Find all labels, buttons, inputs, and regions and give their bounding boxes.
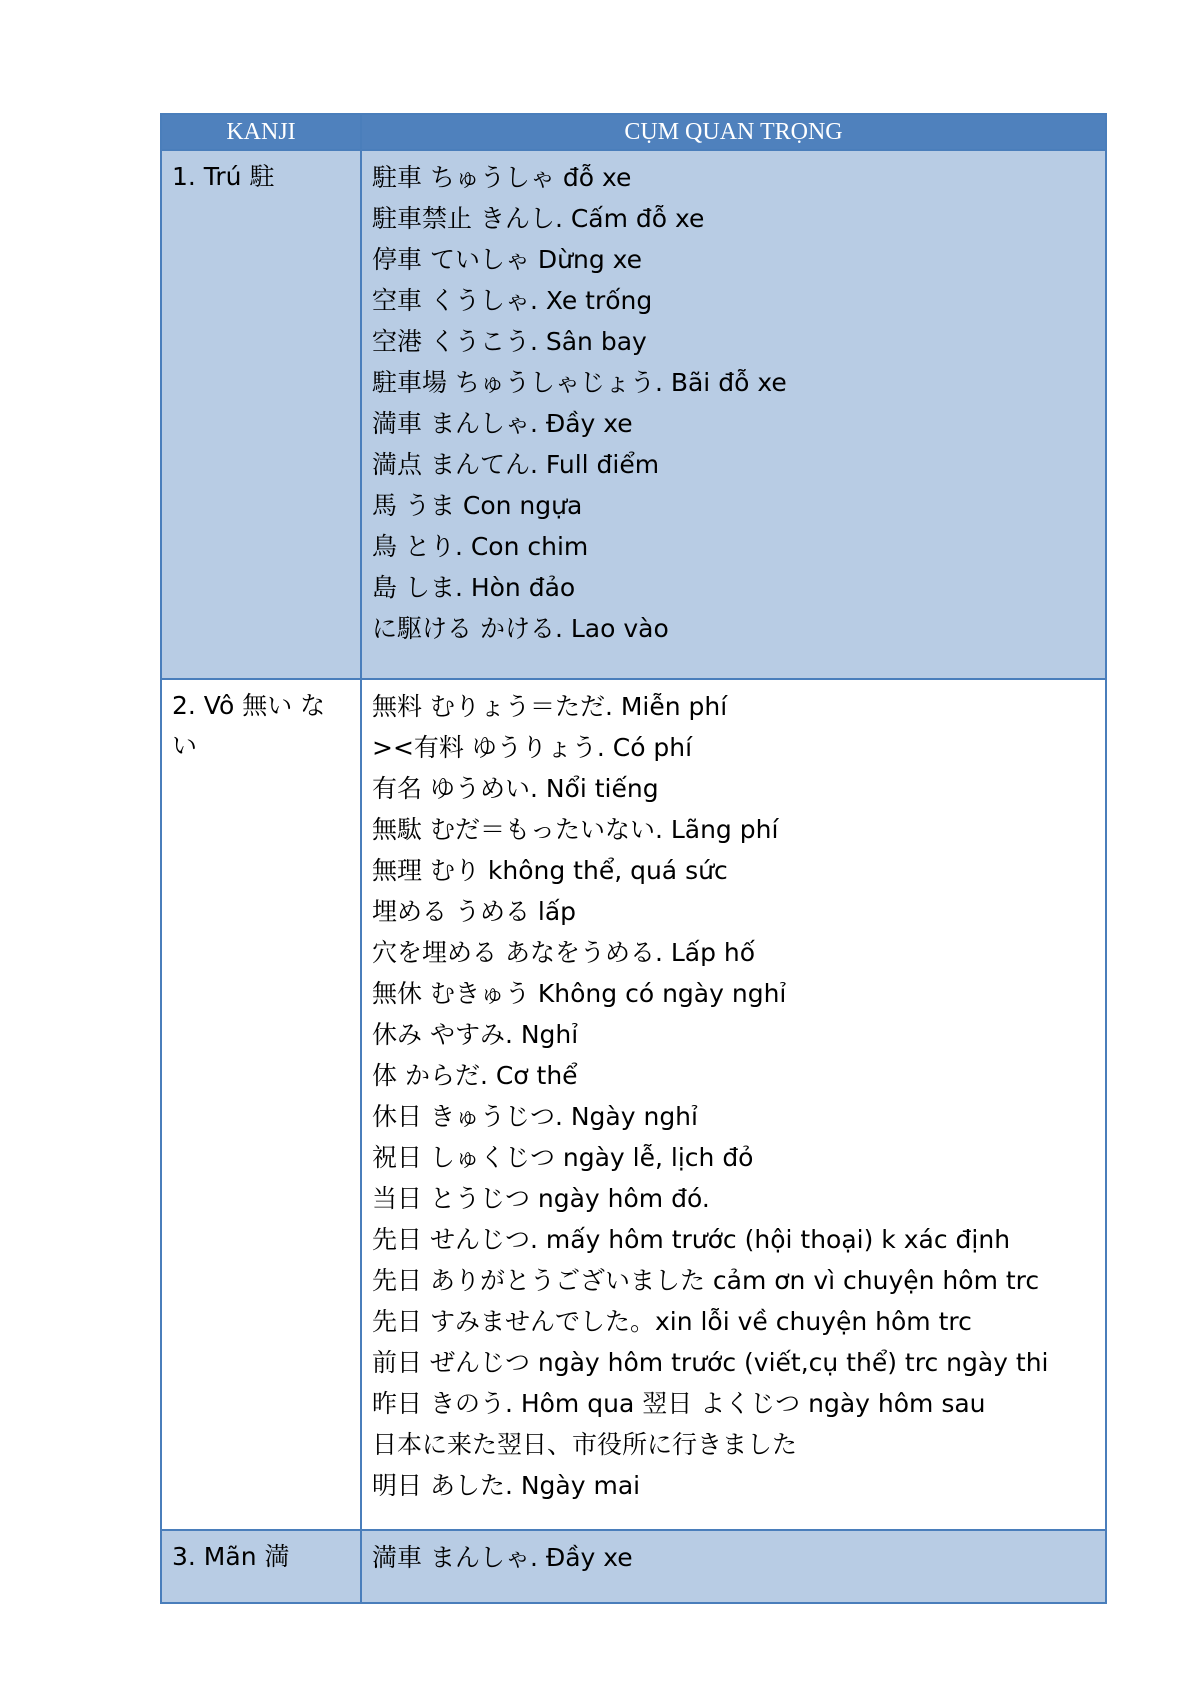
phrase-line: 前日 ぜんじつ ngày hôm trước (viết,cụ thể) trc ngày thi: [372, 1348, 1049, 1377]
phrase-line: 当日 とうじつ ngày hôm đó.: [372, 1184, 710, 1213]
kanji-column-header: KANJI: [161, 114, 361, 150]
phrase-line: 先日 すみませんでした。xin lỗi về chuyện hôm trc: [372, 1307, 972, 1336]
phrase-line: 先日 せんじつ. mấy hôm trước (hội thoại) k xác định: [372, 1225, 1011, 1254]
table-row: [161, 150, 1106, 679]
phrase-line: 満点 まんてん. Full điểm: [372, 450, 660, 479]
phrase-line: ><有料 ゆうりょう. Có phí: [372, 733, 693, 762]
phrase-line: 先日 ありがとうございました cảm ơn vì chuyện hôm trc: [372, 1266, 1040, 1295]
phrase-line: 空港 くうこう. Sân bay: [372, 327, 647, 356]
phrase-line: 無駄 むだ＝もったいない. Lãng phí: [372, 815, 779, 844]
table-row: [161, 1530, 1106, 1603]
phrase-line: 有名 ゆうめい. Nổi tiếng: [372, 774, 659, 803]
phrase-line: 昨日 きのう. Hôm qua 翌日 よくじつ ngày hôm sau: [372, 1389, 986, 1418]
phrase-line: 無理 むり không thể, quá sức: [372, 856, 728, 885]
phrases-cell: [361, 679, 1106, 1530]
phrase-line: 体 からだ. Cơ thể: [372, 1061, 578, 1090]
phrase-line: に駆ける かける. Lao vào: [372, 614, 669, 643]
phrase-line: 駐車場 ちゅうしゃじょう. Bãi đỗ xe: [372, 368, 787, 397]
kanji-cell: 1. Trú 駐: [161, 150, 361, 679]
phrase-list: [372, 1537, 1095, 1578]
phrase-list: [372, 157, 1095, 649]
phrase-list: [372, 686, 1095, 1506]
kanji-vocabulary-table: [160, 113, 1107, 1604]
phrase-line: 駐車 ちゅうしゃ đỗ xe: [372, 163, 632, 192]
phrase-line: 埋める うめる lấp: [372, 897, 577, 926]
phrases-cell: [361, 1530, 1106, 1603]
phrase-line: 停車 ていしゃ Dừng xe: [372, 245, 643, 274]
table-header-row: [161, 114, 1106, 150]
phrase-line: 日本に来た翌日、市役所に行きました: [372, 1430, 798, 1459]
phrase-line: 空車 くうしゃ. Xe trống: [372, 286, 653, 315]
kanji-cell: 2. Vô 無い ない: [161, 679, 361, 1530]
phrase-line: 祝日 しゅくじつ ngày lễ, lịch đỏ: [372, 1143, 754, 1172]
phrase-line: 無休 むきゅう Không có ngày nghỉ: [372, 979, 787, 1008]
table-row: [161, 679, 1106, 1530]
phrases-column-header: CỤM QUAN TRỌNG: [361, 114, 1106, 150]
phrase-line: 島 しま. Hòn đảo: [372, 573, 576, 602]
phrase-line: 穴を埋める あなをうめる. Lấp hố: [372, 938, 756, 967]
phrase-line: 駐車禁止 きんし. Cấm đỗ xe: [372, 204, 705, 233]
phrase-line: 馬 うま Con ngựa: [372, 491, 583, 520]
phrase-line: 明日 あした. Ngày mai: [372, 1471, 641, 1500]
phrase-line: 休み やすみ. Nghỉ: [372, 1020, 579, 1049]
phrase-line: 鳥 とり. Con chim: [372, 532, 589, 561]
phrase-line: 休日 きゅうじつ. Ngày nghỉ: [372, 1102, 698, 1131]
phrase-line: 満車 まんしゃ. Đầy xe: [372, 409, 633, 438]
document-page: [160, 113, 1105, 1604]
phrase-line: 無料 むりょう＝ただ. Miễn phí: [372, 692, 728, 721]
phrases-cell: [361, 150, 1106, 679]
kanji-cell: 3. Mãn 満: [161, 1530, 361, 1603]
phrase-line: 満車 まんしゃ. Đầy xe: [372, 1543, 633, 1572]
